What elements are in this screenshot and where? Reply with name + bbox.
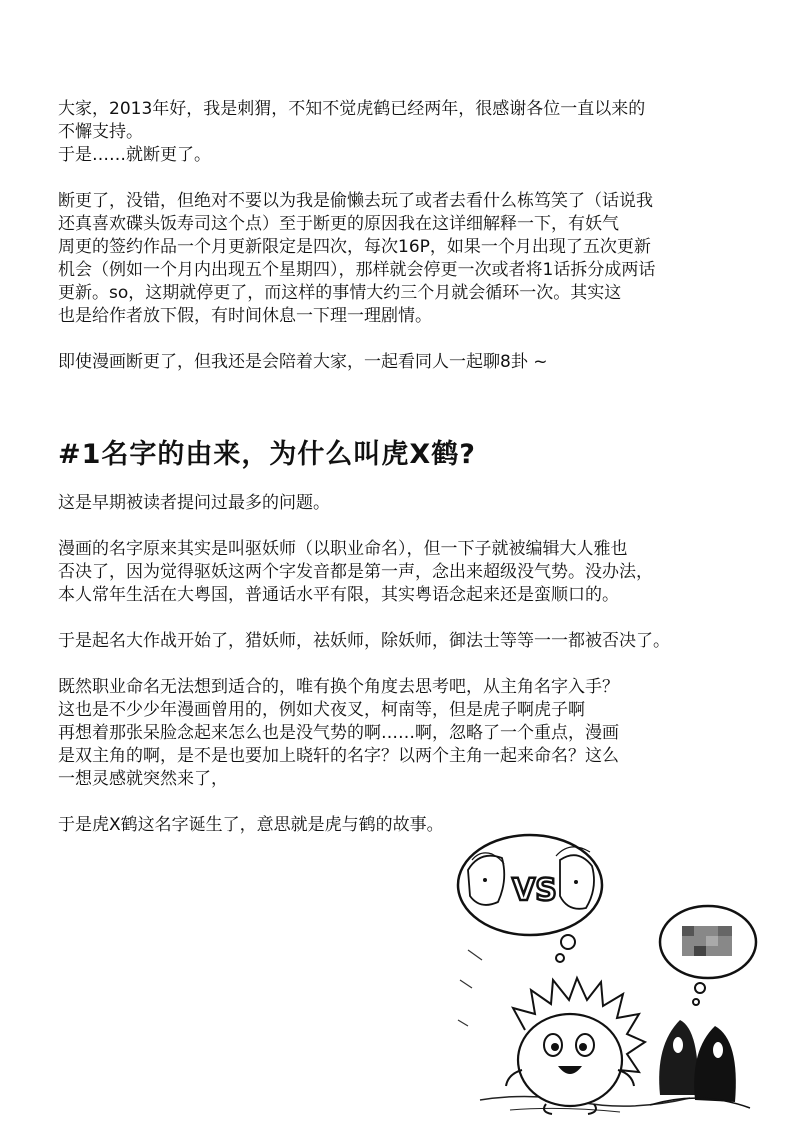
vs-thought-bubble (458, 835, 602, 962)
text-line: 这也是不少少年漫画曾用的，例如犬夜叉，柯南等，但是虎子啊虎子啊 (58, 700, 585, 720)
text-line: 既然职业命名无法想到适合的，唯有换个角度去思考吧，从主角名字入手？ (58, 677, 619, 697)
paragraph (58, 630, 778, 653)
text-line: 于是虎X鹤这名字诞生了，意思就是虎与鹤的故事。 (58, 815, 444, 835)
text-line: 再想着那张呆脸念起来怎么也是没气势的啊……啊，忽略了一个重点，漫画 (58, 723, 619, 743)
censored-thought-bubble (660, 906, 756, 1005)
text-line: 不懈支持。 (58, 122, 143, 142)
shadow-figures (650, 1020, 750, 1108)
paragraph (58, 492, 778, 515)
section-heading: #1名字的由来，为什么叫虎X鹤? (58, 439, 476, 470)
text-line: 是双主角的啊，是不是也要加上晓轩的名字？以两个主角一起来命名？这么 (58, 746, 619, 766)
hedgehog-character (506, 978, 645, 1114)
paragraph (58, 98, 778, 167)
text-line: 还真喜欢碟头饭寿司这个点）至于断更的原因我在这详细解释一下，有妖气 (58, 214, 619, 234)
text-line: 于是起名大作战开始了，猎妖师，祛妖师，除妖师，御法士等等一一都被否决了。 (58, 631, 670, 651)
text-line: 断更了，没错，但绝对不要以为我是偷懒去玩了或者去看什么栋笃笑了（话说我 (58, 191, 653, 211)
paragraph (58, 676, 778, 791)
text-line: 漫画的名字原来其实是叫驱妖师（以职业命名），但一下子就被编辑大人雅也 (58, 539, 628, 559)
text-line: 周更的签约作品一个月更新限定是四次，每次16P，如果一个月出现了五次更新 (58, 237, 651, 257)
text-line: 于是……就断更了。 (58, 145, 211, 165)
text-line: 一想灵感就突然来了， (58, 769, 228, 789)
text-line: 也是给作者放下假，有时间休息一下理一理剧情。 (58, 306, 432, 326)
paragraph (58, 351, 778, 374)
text-line: 更新。so，这期就停更了，而这样的事情大约三个月就会循环一次。其实这 (58, 283, 622, 303)
text-line: 即使漫画断更了，但我还是会陪着大家，一起看同人一起聊8卦 ~ (58, 352, 548, 372)
text-line: 大家，2013年好，我是刺猬，不知不觉虎鹤已经两年，很感谢各位一直以来的 (58, 99, 646, 119)
text-line: 这是早期被读者提问过最多的问题。 (58, 493, 330, 513)
intro-section (58, 98, 778, 397)
hedgehog-illustration (450, 830, 770, 1120)
text-line: 否决了，因为觉得驱妖这两个字发音都是第一声，念出来超级没气势。没办法， (58, 562, 653, 582)
text-line: 机会（例如一个月内出现五个星期四），那样就会停更一次或者将1话拆分成两话 (58, 260, 656, 280)
vs-label: VS (512, 873, 557, 908)
paragraph (58, 538, 778, 607)
body-section (58, 492, 778, 860)
paragraph (58, 190, 778, 328)
text-line: 本人常年生活在大粤国，普通话水平有限，其实粤语念起来还是蛮顺口的。 (58, 585, 619, 605)
